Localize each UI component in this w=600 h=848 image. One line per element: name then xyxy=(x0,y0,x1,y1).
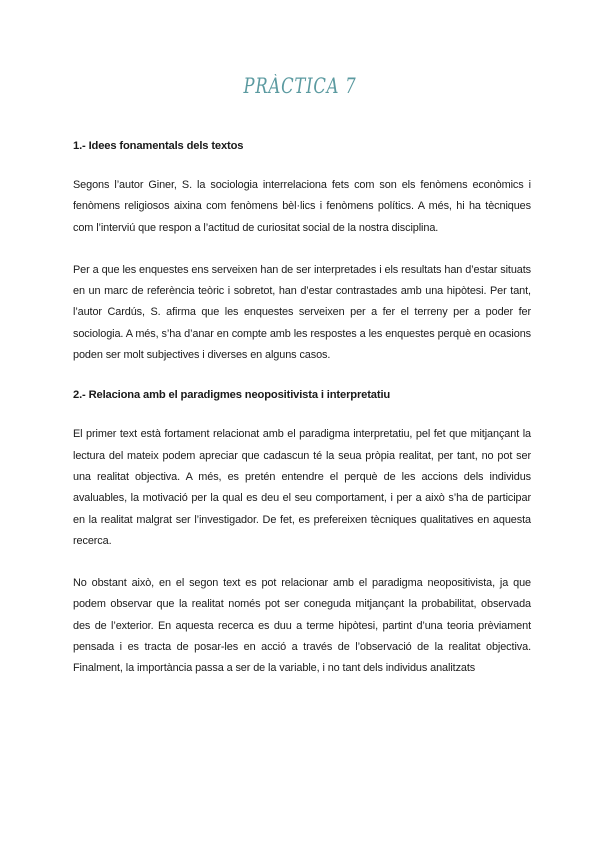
paragraph: El primer text està fortament relacionat amb el paradigma interpretatiu, pel fet que mitjançant la lectura del mateix podem apreciar que cadascun té la seua pròpia realitat, per tant, no pot ser una realitat objectiva. A més, es pretén entendre el perquè de les accions dels individus avaluables, la motivació per la qual es deu el seu comportament, i per a això s’ha de participar en la realitat malgrat ser l’investigador. De fet, es prefereixen tècniques qualitatives en aquesta recerca. xyxy=(73,428,531,547)
paragraph: Segons l’autor Giner, S. la sociologia interrelaciona fets com son els fenòmens econòmics i fenòmens religiosos aixina com fenòmens bèl·lics i fenòmens polítics. A més, hi ha tècniques com l’interviú que respon a l’actitud de curiositat social de la nostra disciplina. xyxy=(73,179,531,234)
document-body xyxy=(73,138,531,680)
paragraph: Per a que les enquestes ens serveixen han de ser interpretades i els resultats han d’estar situats en un marc de referència teòric i sobretot, han d’estar contrastades amb una hipòtesi. Per tant, l’autor Cardús, S. afirma que les enquestes serveixen per a fer el terreny per a poder fer sociologia. A més, s’ha d’anar en compte amb les respostes a les enquestes perquè en ocasions poden ser molt subjectives i diverses en alguns casos. xyxy=(73,263,531,362)
section-heading-paradigms: 2.- Relaciona amb el paradigmes neopositivista i interpretatiu xyxy=(73,389,391,402)
page-title: PRÀCTICA 7 xyxy=(243,74,357,98)
section-heading-ideas: 1.- Idees fonamentals dels textos xyxy=(73,140,244,152)
paragraph: No obstant això, en el segon text es pot relacionar amb el paradigma neopositivista, ja que podem observar que la realitat només pot ser coneguda mitjançant la probabilitat, observada des de l’exterior. En aquesta recerca es duu a terme hipòtesi, partint d’una teoria prèviament pensada i es tracta de posar-les en acció a través de l’observació de la realitat objectiva. Finalment, la importància passa a ser de la variable, i no tant dels individus analitzats xyxy=(73,577,531,675)
